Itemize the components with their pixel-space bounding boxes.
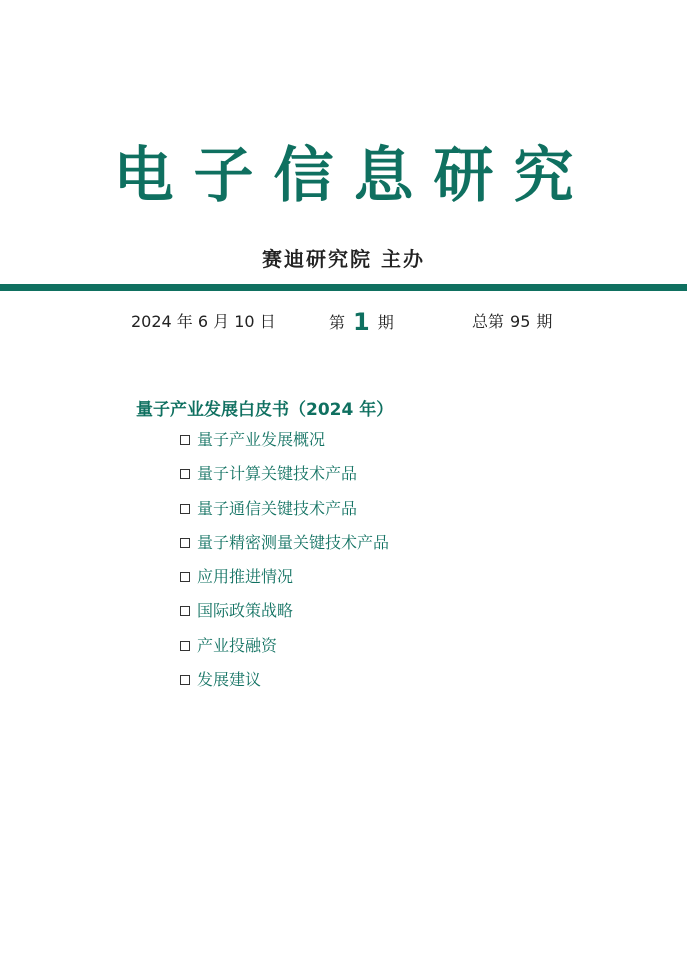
- toc-item[interactable]: [180, 530, 389, 564]
- toc-item[interactable]: [180, 461, 389, 495]
- toc-item[interactable]: [180, 633, 389, 667]
- toc-item-label: 发展建议: [197, 670, 262, 690]
- toc-item-label: 量子通信关键技术产品: [197, 498, 358, 518]
- issue-total: [472, 308, 552, 336]
- toc-title[interactable]: 量子产业发展白皮书（2024 年）: [136, 400, 394, 420]
- issue-total-prefix: 总第: [472, 312, 505, 331]
- toc-item-label: 产业投融资: [197, 635, 278, 655]
- sponsor-line: 赛迪研究院 主办: [262, 247, 425, 271]
- issue-date: 2024 年 6 月 10 日: [131, 312, 276, 331]
- checkbox-icon: [180, 538, 190, 548]
- toc-item-label: 量子计算关键技术产品: [197, 464, 358, 484]
- issue-number-suffix: 期: [377, 313, 394, 332]
- header-divider: [0, 284, 687, 291]
- toc-item-label: 应用推进情况: [197, 567, 294, 587]
- toc-item-label: 量子精密测量关键技术产品: [197, 532, 390, 552]
- toc-list: [180, 427, 389, 701]
- toc-item-label: 国际政策战略: [197, 601, 294, 621]
- journal-title: 电子信息研究: [113, 141, 594, 211]
- issue-total-value: 95: [510, 312, 531, 331]
- toc-item-label: 量子产业发展概况: [197, 430, 326, 449]
- issue-total-suffix: 期: [536, 312, 553, 331]
- toc-item[interactable]: [180, 496, 389, 530]
- checkbox-icon: [180, 641, 190, 651]
- toc-item[interactable]: [180, 564, 389, 598]
- issue-number: [329, 308, 394, 336]
- issue-number-value: 1: [353, 308, 370, 336]
- toc-item[interactable]: [180, 598, 389, 632]
- toc-item[interactable]: [180, 667, 389, 701]
- checkbox-icon: [180, 572, 190, 582]
- checkbox-icon: [180, 675, 190, 685]
- issue-number-prefix: 第: [329, 313, 346, 332]
- checkbox-icon: [180, 504, 190, 514]
- checkbox-icon: [180, 469, 190, 479]
- toc-item[interactable]: [180, 427, 389, 461]
- checkbox-icon: [180, 435, 190, 445]
- checkbox-icon: [180, 606, 190, 616]
